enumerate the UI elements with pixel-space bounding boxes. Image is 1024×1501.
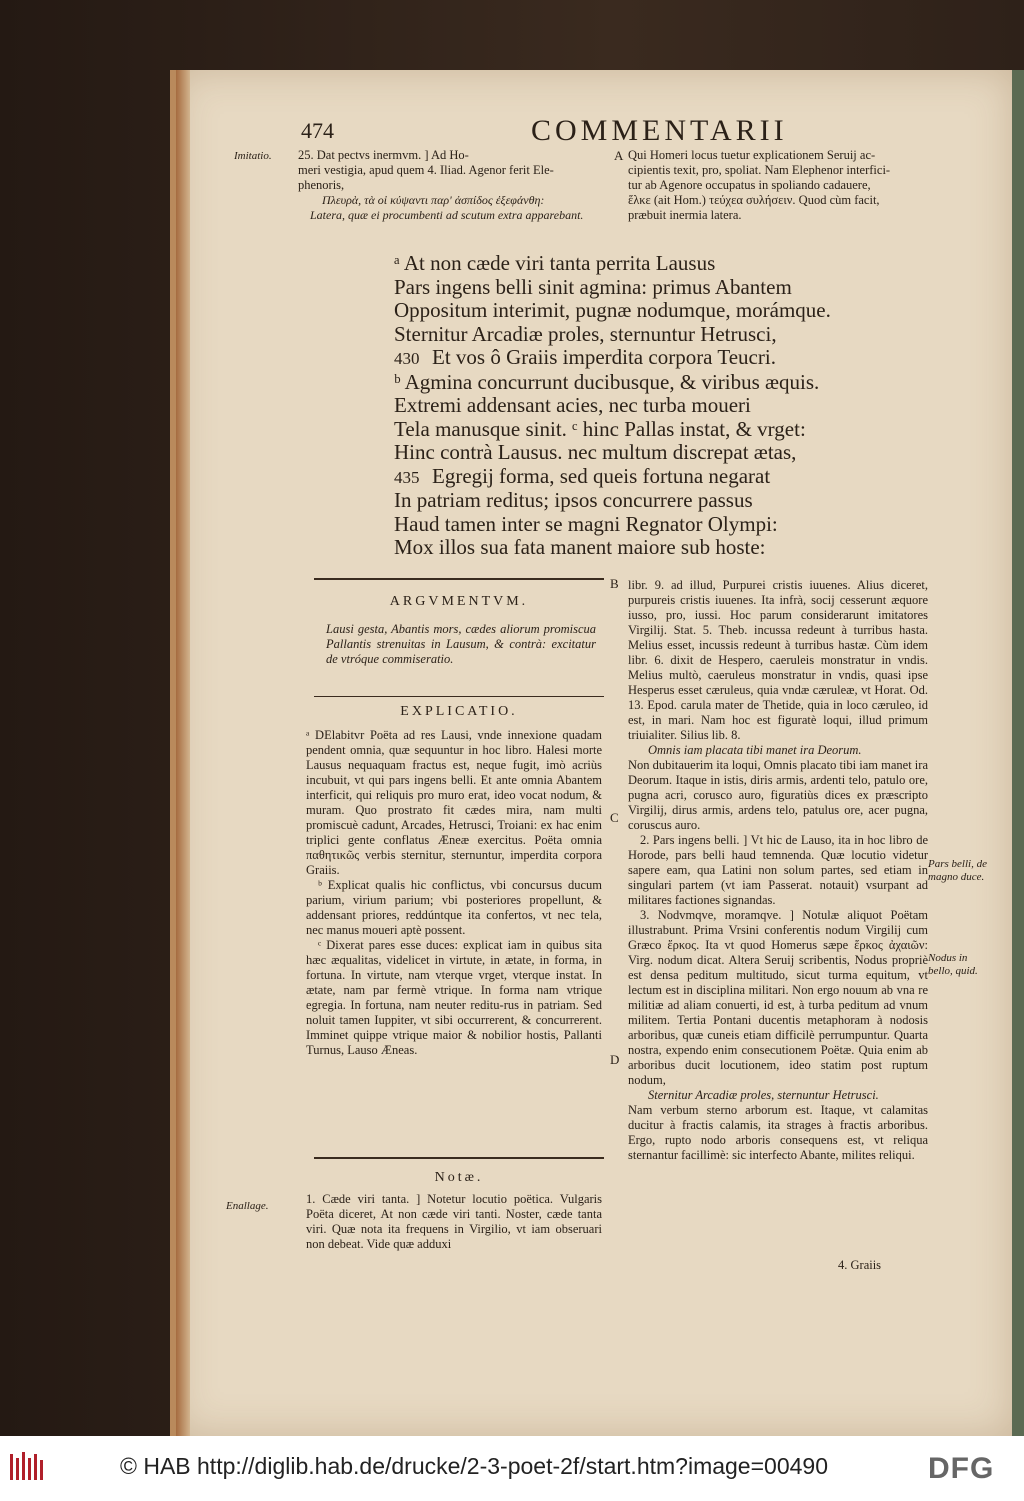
notae-text: 1. Cæde viri tanta. ] Notetur locutio poëtica. Vulgaris Poëta diceret, At non cæde viri tanti. Noster, cæde tanta viri. Quæ nota ita frequens in Virgilio, vt iam obseruari non debeat. Vide quæ adduxi <box>306 1192 602 1251</box>
verse-text: Hinc contrà Lausus. nec multum discrepat ætas, <box>394 440 797 464</box>
dfg-logo: DFG <box>928 1452 995 1485</box>
copyright-url: © HAB http://diglib.hab.de/drucke/2-3-poet-2f/start.htm?image=00490 <box>120 1453 828 1479</box>
top-right-text <box>628 148 936 223</box>
top-left-line: 25. Dat pectvs inermvm. ] Ad Ho- <box>298 148 469 162</box>
verse-text: Pars ingens belli sinit agmina: primus Abantem <box>394 274 792 299</box>
verse-line <box>394 536 831 560</box>
argumentum-title: ARGVMENTVM. <box>389 594 529 609</box>
right-quote: Sternitur Arcadiæ proles, sternuntur Hetrusci. <box>648 1088 879 1102</box>
divider-rule <box>314 696 604 697</box>
book-page <box>170 70 1012 1436</box>
margin-note-pars-belli: Pars belli, de magno duce. <box>928 858 987 883</box>
verse-line <box>394 418 831 442</box>
verse-line <box>394 441 831 465</box>
top-right-line: præbuit inermia latera. <box>628 208 742 222</box>
verse-text: Sternitur Arcadiæ proles, sternuntur Hetrusci, <box>394 321 777 346</box>
verse-text: Egregij forma, sed queis fortuna negarat <box>432 463 771 488</box>
verse-line <box>394 323 831 347</box>
verse-text: Et vos ô Graiis imperdita corpora Teucri. <box>432 345 776 369</box>
catchword: 4. Graiis <box>838 1258 882 1272</box>
verse-text: ᵃ At non cæde viri tanta perrita Lausus <box>394 251 716 275</box>
verse-line <box>394 371 831 395</box>
verse-text: Haud tamen inter se magni Regnator Olympi: <box>394 511 778 536</box>
explicatio-paragraph: ᵃ DElabitvr Poëta ad res Lausi, vnde innexione quadam pendent omnia, quæ sequuntur in hoc libro. Halesi morte Lausus nequaquam fractus est, neque fugit, imò acriùs incubuit, vt qui pars ingens belli. Et ante omnia Abantem interficit, qui reliquis pro muro erat, ideo vocat nodum, & muram. Quo prostrato fit cædes mira, nam multi promiscuè cadunt, Arcades, Hetrusci, Troiani: ex hac enim triplici gente conflatus Æneæ exercitus. Poëta omnia παθητικῶς verbis sternitur, sternuntur, imperdita corpora Graiis. <box>306 728 602 877</box>
right-paragraph: 3. Nodvmqve, moramqve. ] Notulæ aliquot Poëtam illustrabunt. Prima Vrsini conferentis nodum Virgilij cum Græco ἕρκος. Ita vt quod Homerus sæpe ἕρκος ἀχαιῶν: Virg. nodum dicat. Altera Seruij scribentis, Nodus propriè est densa peditum multitudo, sicut turma equitum, vt lectum est in disciplina militari. Non ergo nouum ab vna re militiæ ad aliam conuerti, id est, à turba peditum ad vnum militem. Tertia Pontani ducentis metaphoram à nodosis arboribus, quæ cuneis etiam difficilè perrumpuntur. Quarta nostra, expendo enim consecutionem Poëtæ. Quia enim ab arboribus ducit locutionem, ideo statim post ruptum nodum, <box>628 908 928 1087</box>
top-right-line: Qui Homeri locus tuetur explicationem Seruij ac- <box>628 148 876 162</box>
column-letter-b: B <box>610 576 619 591</box>
color-bar-edge <box>1012 70 1024 1436</box>
verse-line <box>394 276 831 300</box>
top-left-line: meri vestigia, apud quem 4. Iliad. Agenor ferit Ele- <box>298 163 554 177</box>
notae-title: Notæ. <box>434 1170 484 1185</box>
column-letter-c: C <box>610 810 619 825</box>
top-right-line: ἕλκε (ait Hom.) τεύχεα συλήσειν. Quod cùm facit, <box>628 193 880 207</box>
top-right-line: tur ab Agenore occupatus in spoliando cadauere, <box>628 178 871 192</box>
divider-rule <box>314 1157 604 1159</box>
top-left-line: phenoris, <box>298 178 345 192</box>
explicatio-text <box>306 728 602 1058</box>
verse-text: Oppositum interimit, pugnæ nodumque, morámque. <box>394 298 831 322</box>
verse-text: Tela manusque sinit. ᶜ hinc Pallas instat, & vrget: <box>394 416 806 441</box>
margin-note-imitatio: Imitatio. <box>234 150 272 162</box>
verse-text: Extremi addensant acies, nec turba moueri <box>394 393 751 417</box>
verse-number: 430 <box>394 349 420 368</box>
verse-line <box>394 346 831 371</box>
verse-line <box>394 513 831 537</box>
explicatio-title: EXPLICATIO. <box>400 704 518 719</box>
verse-text: ᵇ Agmina concurrunt ducibusque, & viribus æquis. <box>394 369 820 394</box>
greek-quote: Πλευρὰ, τὰ οἱ κύψαντι παρ' ἀσπίδος ἐξεφάνθη: <box>322 193 545 207</box>
divider-rule <box>314 578 604 580</box>
verse-text: In patriam reditus; ipsos concurrere passus <box>394 488 753 512</box>
margin-note-nodus: Nodus in bello, quid. <box>928 952 978 977</box>
running-title: COMMENTARII <box>531 114 788 147</box>
column-letter-a: A <box>614 148 624 163</box>
explicatio-paragraph: ᵇ Explicat qualis hic conflictus, vbi concursus ducum parium, virium parium; vbi posteriores propellunt, & addensant priores, reddúntque ita confertos, vt nec tela, nec manus moueri aptè possent. <box>306 878 602 937</box>
verse-line <box>394 489 831 513</box>
verse-line <box>394 252 831 276</box>
verse-line <box>394 299 831 323</box>
argumentum-text: Lausi gesta, Abantis mors, cædes aliorum promiscua Pallantis strenuitas in Lausum, & contrà: excitatur de vtróque commiseratio. <box>326 622 596 666</box>
column-letter-d: D <box>610 1052 620 1067</box>
latin-translation: Latera, quæ ei procumbenti ad scutum extra apparebant. <box>310 208 584 222</box>
right-quote: Omnis iam placata tibi manet ira Deorum. <box>648 743 862 757</box>
verse-line <box>394 394 831 418</box>
top-left-text <box>298 148 608 223</box>
footer-bar <box>0 1436 1024 1501</box>
explicatio-paragraph: ᶜ Dixerat pares esse duces: explicat iam in quibus sita hæc æqualitas, videlicet in virtute, in ætate, in forma, in fortuna. In virtute, nam vterque vrget, vterque instat. In ætate, nam par fermè vtrique. In forma nam vtrique egregia. In fortuna, nam neuter reditu-rus in patriam. Sed noluit tamen Iuppiter, vt sibi occurrerent, & concurrerent. Imminet quippe vtrique maior & nobilior hostis, Pallanti Turnus, Lauso Æneas. <box>306 938 602 1057</box>
page-spine-edge <box>176 70 190 1436</box>
right-paragraph: 2. Pars ingens belli. ] Vt hic de Lauso, ita in hoc libro de Horode, pars belli haud temnenda. Quæ locutio videtur sapere eam, qua Latini non solum partes, sed etiam in singulari partem (vt iam Passerat. notauit) vsurpant ad militares factiones signandas. <box>628 833 928 907</box>
poem-verses <box>394 252 831 560</box>
margin-note-enallage: Enallage. <box>226 1200 269 1212</box>
right-column-text <box>628 578 928 1163</box>
right-paragraph: Nam verbum sterno arborum est. Itaque, vt calamitas ducitur à fractis calamis, ita strages à fractis arboribus. Ergo, rupto nodo arboris consequens est, vt reliqua sternantur facillimè: sic interfecto Abante, milites reliqui. <box>628 1103 928 1162</box>
right-paragraph: libr. 9. ad illud, Purpurei cristis iuuenes. Alius diceret, purpureis cristis iuuenes. Ita infrà, socij cesserunt æquore iusso, pro, iussi. Hoc parum considerarunt imitatores Virgilij. Stat. 5. Theb. incussa redeunt à turribus hasta. Melius esset, incussis redeunt à turribus hastæ. Cùm idem libr. 6. dixit de Hespero, caeruleis monstratur in vndis. Melius multò, caeruleus monstratur in vndis, quasi ipse Hesperus esset cæruleus, quia vndæ cæruleæ, vt Horat. Od. 13. Epod. carula mater de Thetide, quia in loco cæruleo, id est, in mari. Nam hoc est figuratè loqui, illud primum triuialiter. Silius lib. 8. <box>628 578 928 742</box>
page-number: 474 <box>301 118 334 143</box>
top-right-line: cipientis texit, pro, spoliat. Nam Elephenor interfici- <box>628 163 891 177</box>
verse-text: Mox illos sua fata manent maiore sub hoste: <box>394 535 766 559</box>
verse-line <box>394 465 831 490</box>
right-paragraph: Non dubitauerim ita loqui, Omnis placato tibi iam manet ira Deorum. Itaque in istis, diris armis, ardenti telo, patulo ore, pugna acri, corusco auro, figuratiùs dices ex præscripto Virgilij, dirus armis, ardens telo, patulus ore, acer pugna, coruscus auro. <box>628 758 928 832</box>
library-logo-icon <box>8 1450 46 1484</box>
verse-number: 435 <box>394 467 420 487</box>
